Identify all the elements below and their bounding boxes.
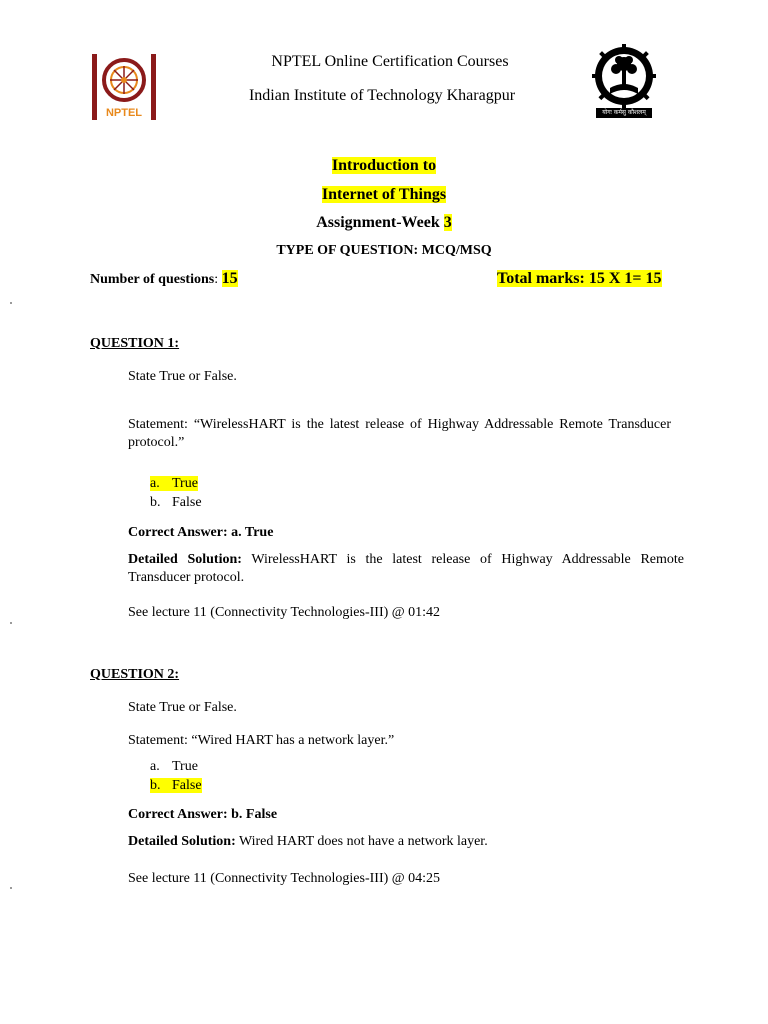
question-2-solution (128, 834, 488, 850)
institute-line: Indian Institute of Technology Kharagpur (248, 87, 516, 104)
org-line: NPTEL Online Certification Courses (271, 53, 509, 70)
question-1-reference: See lecture 11 (Connectivity Technologies-III) @ 01:42 (128, 605, 441, 620)
course-title-line1-wrap (0, 157, 768, 175)
option-letter: a. (150, 476, 160, 491)
margin-dot (10, 887, 12, 889)
assignment-week: 3 (443, 214, 452, 231)
course-title-line1: Introduction to (331, 157, 437, 174)
solution-text: WirelessHART is the latest release of Highway Addressable Remote Transducer protocol. (128, 552, 684, 585)
question-1-option-a (150, 476, 198, 492)
option-text: False (172, 495, 202, 510)
num-questions (90, 270, 238, 288)
question-1-statement: Statement: “WirelessHART is the latest release of Highway Addressable Remote Transducer protocol.” (128, 417, 671, 450)
num-questions-value: 15 (221, 270, 238, 287)
assignment-title (0, 214, 768, 232)
question-2-correct-answer: Correct Answer: b. False (128, 807, 278, 822)
question-2-statement: Statement: “Wired HART has a network layer.” (128, 733, 395, 748)
course-title-line2-wrap (0, 186, 768, 204)
solution-text: Wired HART does not have a network layer. (235, 834, 488, 849)
iit-kgp-motto: योगः कर्मसु कौशलम् (602, 109, 646, 116)
assignment-prefix: Assignment-Week (316, 214, 444, 231)
question-2-reference: See lecture 11 (Connectivity Technologies-III) @ 04:25 (128, 871, 441, 886)
option-text: True (172, 759, 198, 774)
option-letter: b. (150, 778, 161, 793)
question-1-heading: QUESTION 1: (90, 336, 180, 351)
question-2-prompt: State True or False. (128, 700, 237, 715)
question-2-option-b (150, 778, 202, 794)
iit-kgp-logo (592, 44, 656, 120)
total-marks-wrap (497, 270, 662, 288)
total-marks: Total marks: 15 X 1= 15 (497, 270, 662, 287)
solution-label: Detailed Solution: (128, 552, 242, 567)
question-1-option-a-highlight (150, 476, 198, 491)
question-1-correct-answer: Correct Answer: a. True (128, 525, 274, 540)
option-letter: a. (150, 759, 160, 774)
question-1-solution (128, 551, 684, 587)
question-2-option-a (150, 759, 198, 775)
num-questions-label: Number of questions (90, 272, 215, 287)
option-text: True (172, 476, 198, 491)
option-text: False (172, 778, 202, 793)
margin-dot (10, 622, 12, 624)
question-type: TYPE OF QUESTION: MCQ/MSQ (276, 243, 492, 258)
course-title-line2: Internet of Things (321, 186, 447, 203)
margin-dot (10, 302, 12, 304)
nptel-logo-text: NPTEL (105, 107, 143, 119)
solution-label: Detailed Solution: (128, 834, 236, 849)
question-2-option-b-highlight (150, 778, 202, 793)
question-1-prompt: State True or False. (128, 369, 237, 384)
num-questions-sep: : (214, 272, 222, 287)
question-2-heading: QUESTION 2: (90, 667, 180, 682)
option-letter: b. (150, 495, 161, 510)
question-1-option-b (150, 495, 202, 511)
